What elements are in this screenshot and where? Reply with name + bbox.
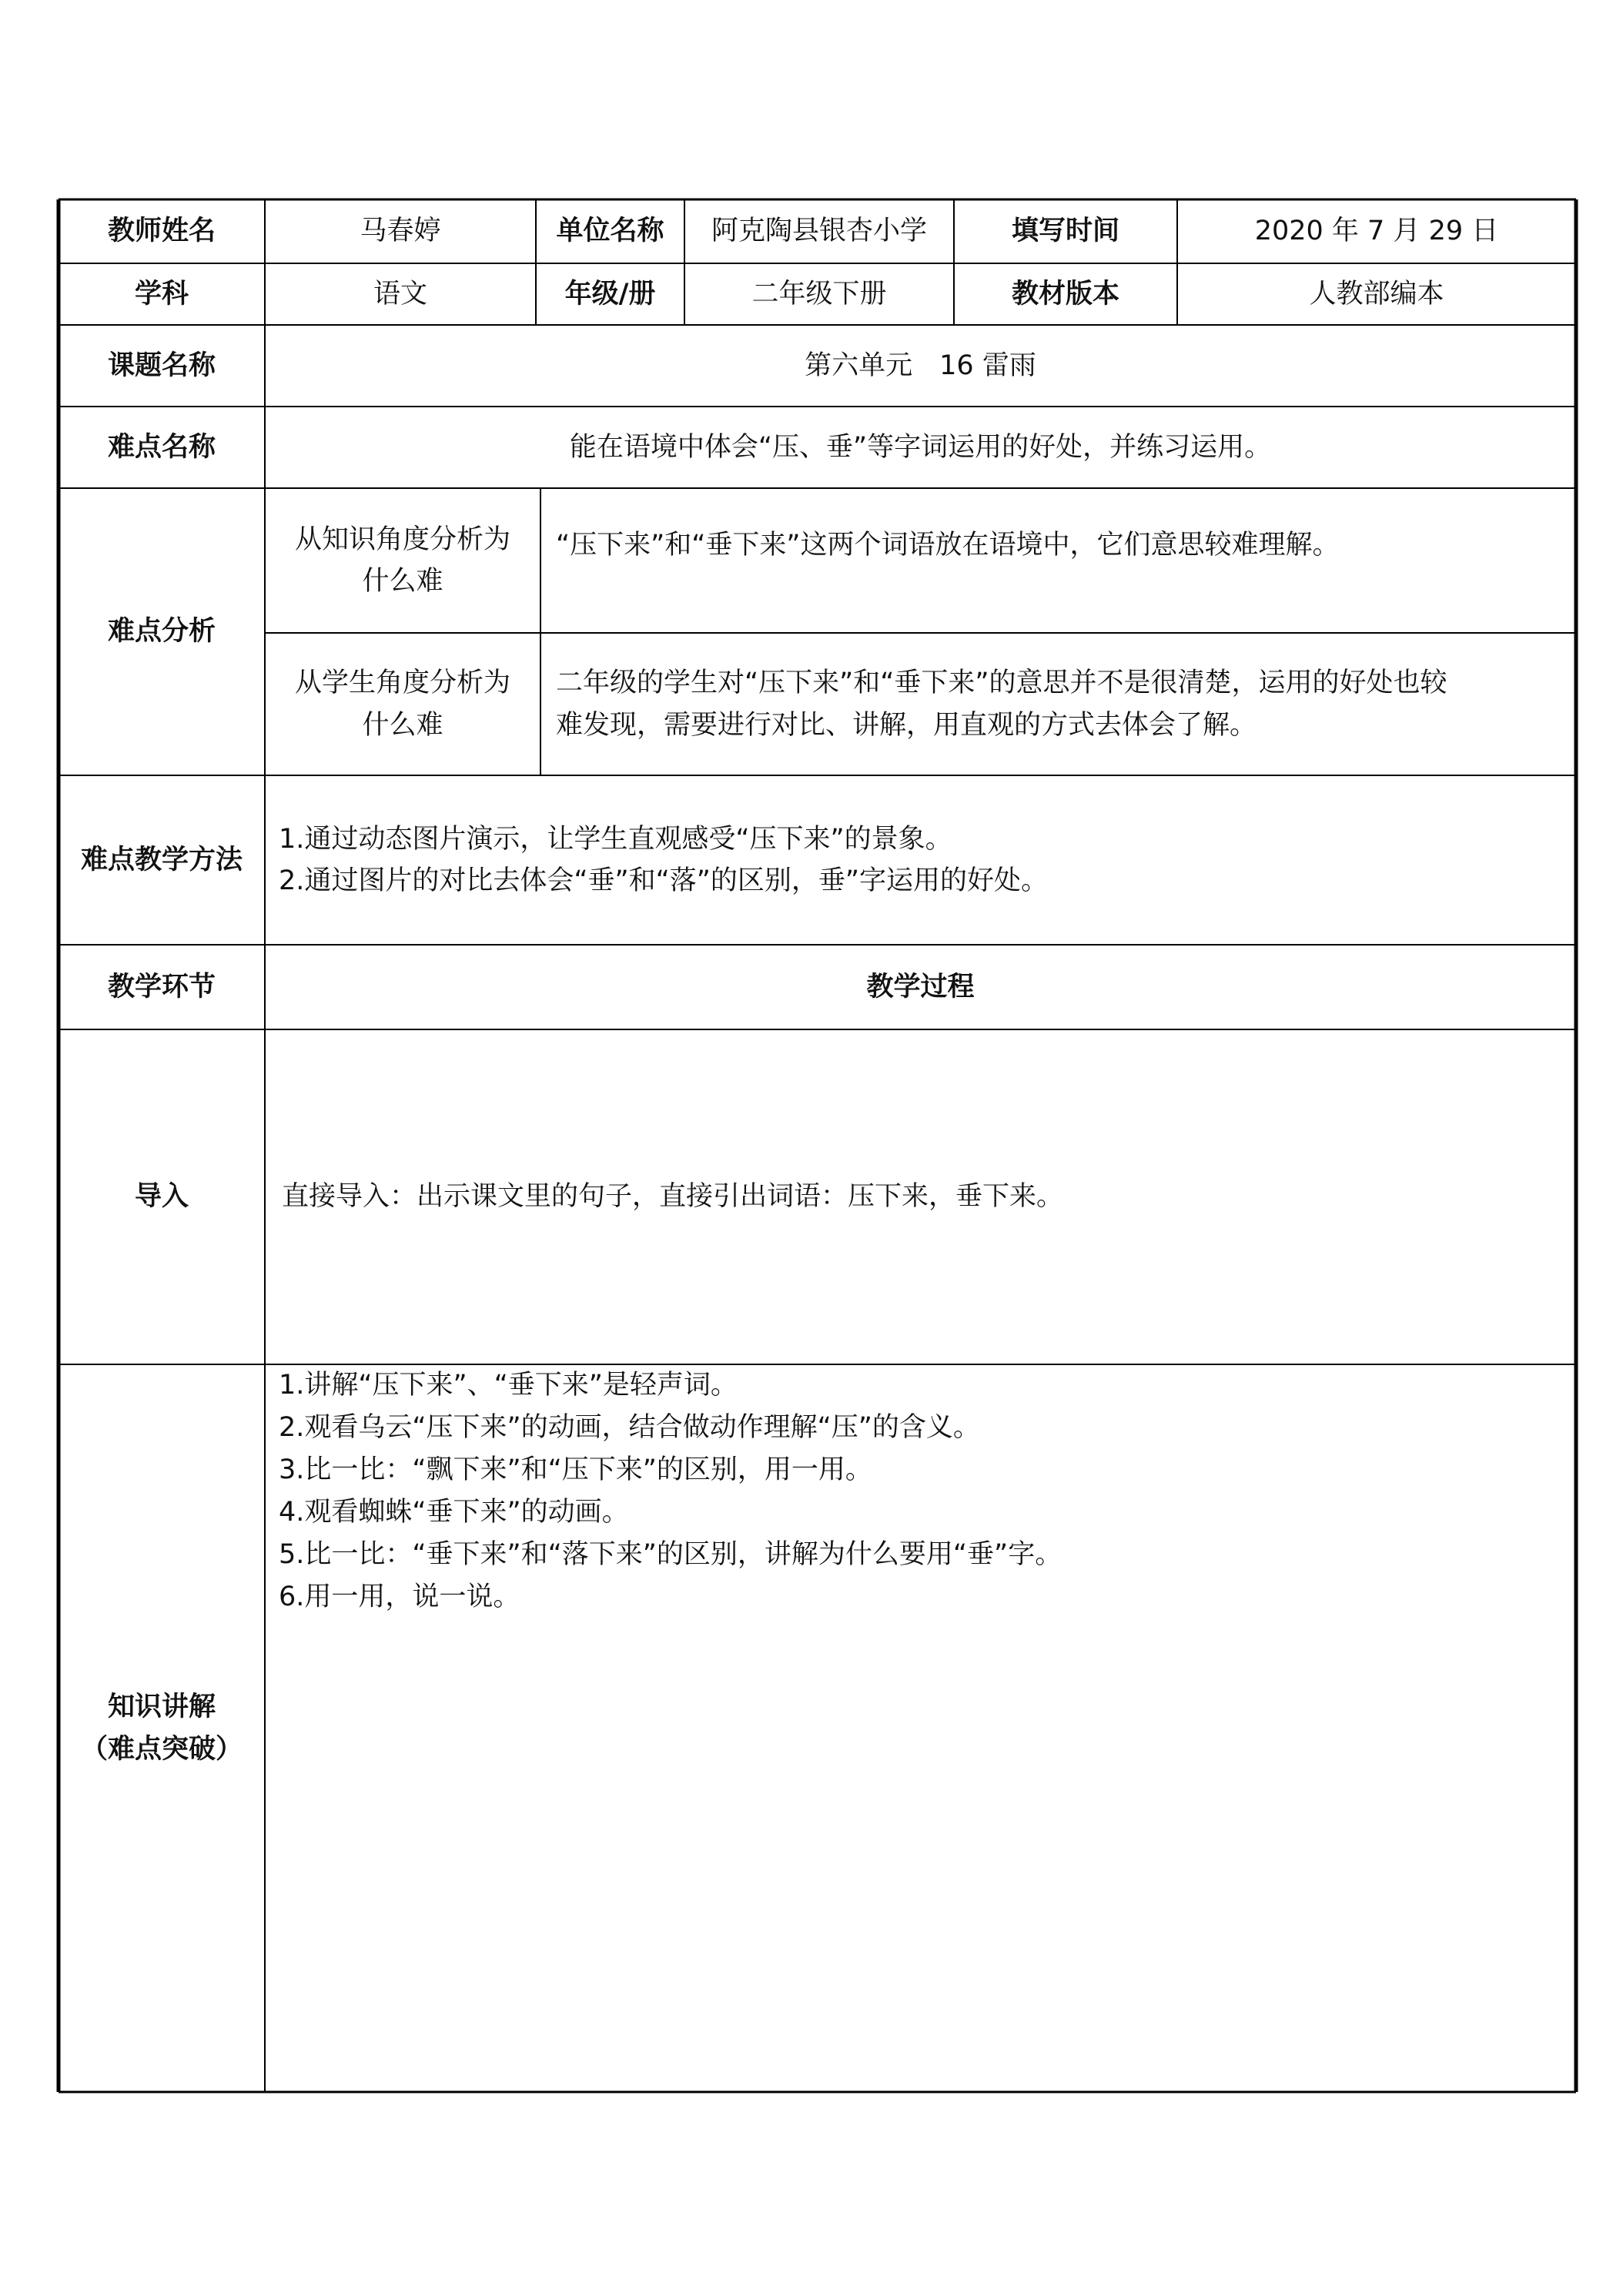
- student-angle-label: [265, 633, 540, 775]
- teacher-name-value: 马春婷: [360, 216, 441, 247]
- topic-value: 第六单元 16 雷雨: [805, 350, 1036, 381]
- student-angle-label-line-2: 什么难: [362, 709, 443, 741]
- process-header: 教学过程: [866, 971, 975, 1002]
- topic-label: 课题名称: [107, 350, 216, 381]
- edition-value: 人教部编本: [1309, 278, 1444, 310]
- subject-label: 学科: [134, 278, 189, 310]
- knowledge-item: 4.观看蜘蛛“垂下来”的动画。: [279, 1497, 629, 1528]
- student-angle-value-line-2: 难发现，需要进行对比、讲解，用直观的方式去体会了解。: [556, 709, 1257, 741]
- intro-label: 导入: [134, 1181, 189, 1213]
- knowledge-label: [59, 1364, 265, 2092]
- knowledge-item: 5.比一比：“垂下来”和“落下来”的区别，讲解为什么要用“垂”字。: [279, 1539, 1062, 1570]
- unit-name-value: 阿克陶县银杏小学: [711, 216, 927, 247]
- grade-value: 二年级下册: [751, 278, 887, 310]
- analysis-label: 难点分析: [107, 616, 216, 648]
- teacher-name-label: 教师姓名: [107, 216, 216, 247]
- edition-label: 教材版本: [1011, 278, 1119, 310]
- fill-date-label: 填写时间: [1011, 216, 1119, 247]
- knowledge-item: 1.讲解“压下来”、“垂下来”是轻声词。: [279, 1370, 738, 1401]
- grade-label: 年级/册: [564, 278, 656, 310]
- student-angle-value: [540, 633, 1576, 775]
- method-label: 难点教学方法: [80, 844, 243, 875]
- unit-name-label: 单位名称: [556, 216, 664, 247]
- knowledge-value: [265, 1364, 1576, 2092]
- knowledge-item: 2.观看乌云“压下来”的动画，结合做动作理解“压”的含义。: [279, 1412, 980, 1443]
- student-angle-value-line-1: 二年级的学生对“压下来”和“垂下来”的意思并不是很清楚，运用的好处也较: [556, 668, 1447, 699]
- knowledge-angle-label-line-1: 从知识角度分析为: [294, 524, 510, 555]
- knowledge-angle-label-line-2: 什么难: [362, 566, 443, 597]
- knowledge-label-line-1: 知识讲解: [107, 1692, 216, 1723]
- knowledge-angle-value: “压下来”和“垂下来”这两个词语放在语境中，它们意思较难理解。: [556, 529, 1340, 561]
- knowledge-angle-label: [265, 488, 540, 633]
- knowledge-item: 3.比一比：“飘下来”和“压下来”的区别，用一用。: [279, 1454, 872, 1485]
- difficulty-value: 能在语境中体会“压、垂”等字词运用的好处，并练习运用。: [569, 431, 1272, 463]
- fill-date-value: 2020 年 7 月 29 日: [1254, 216, 1499, 247]
- knowledge-item: 6.用一用，说一说。: [279, 1581, 520, 1612]
- intro-value: 直接导入：出示课文里的句子，直接引出词语：压下来，垂下来。: [282, 1181, 1064, 1213]
- difficulty-label: 难点名称: [107, 431, 216, 463]
- method-item: 1.通过动态图片演示，让学生直观感受“压下来”的景象。: [279, 823, 952, 855]
- student-angle-label-line-1: 从学生角度分析为: [294, 668, 510, 699]
- method-value: [265, 775, 1576, 945]
- subject-value: 语文: [373, 278, 427, 310]
- method-item: 2.通过图片的对比去体会“垂”和“落”的区别，垂”字运用的好处。: [279, 865, 1049, 896]
- knowledge-label-line-2: （难点突破）: [80, 1733, 243, 1765]
- stage-header: 教学环节: [107, 971, 216, 1002]
